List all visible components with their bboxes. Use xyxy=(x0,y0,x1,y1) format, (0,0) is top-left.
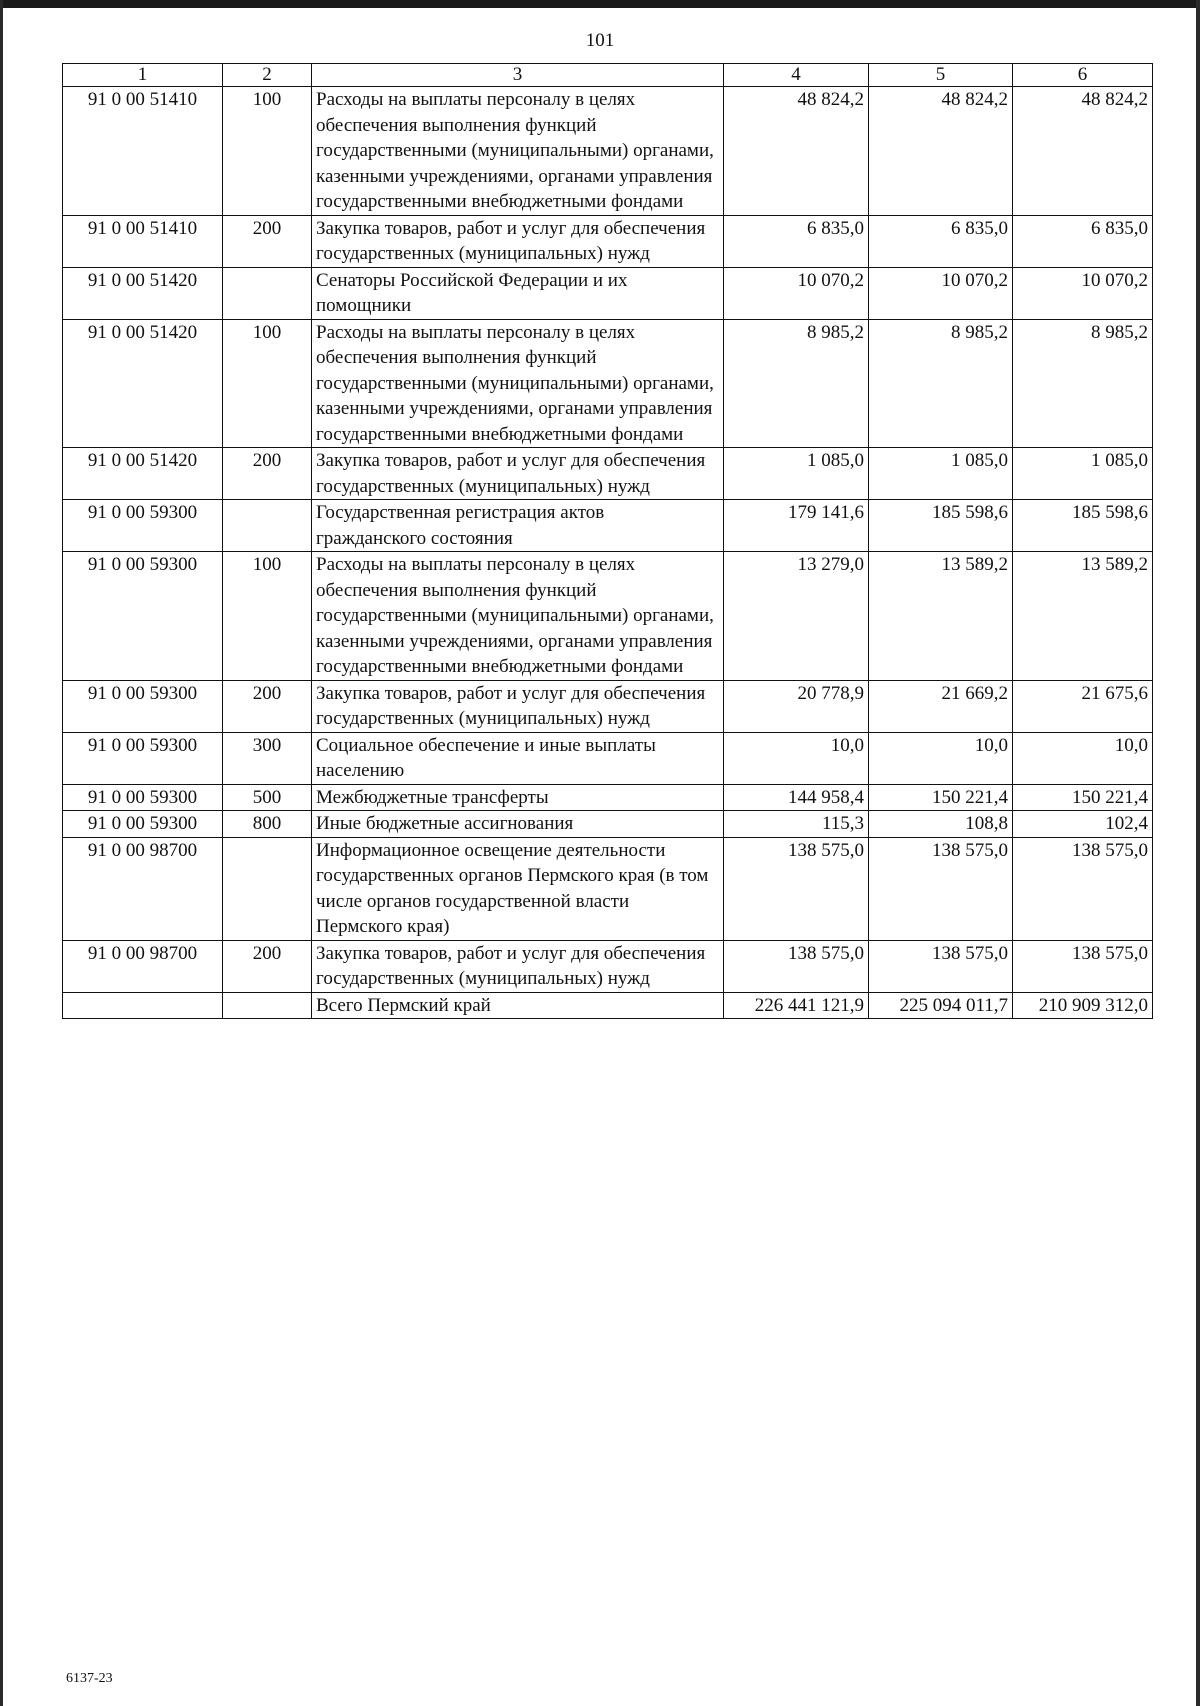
row-value-col4-cell: 115,3 xyxy=(724,811,869,838)
row-code-cell: 91 0 00 51420 xyxy=(63,448,223,500)
row-value-col4-cell: 226 441 121,9 xyxy=(724,992,869,1019)
table-row xyxy=(63,680,1153,732)
row-name-cell: Всего Пермский край xyxy=(312,992,724,1019)
row-name-cell: Расходы на выплаты персоналу в целях обеспечения выполнения функций государственными (муниципальными) органами, казенными учреждениями, органами управления государственными внебюджетными фондами xyxy=(312,552,724,681)
row-value-col5-cell: 10,0 xyxy=(869,732,1013,784)
row-value-col5-cell: 21 669,2 xyxy=(869,680,1013,732)
row-expense-type-cell: 100 xyxy=(223,87,312,216)
row-code-cell: 91 0 00 59300 xyxy=(63,784,223,811)
row-code-cell: 91 0 00 51410 xyxy=(63,87,223,216)
row-value-col5-cell: 185 598,6 xyxy=(869,500,1013,552)
row-value-col5-cell: 225 094 011,7 xyxy=(869,992,1013,1019)
row-value-col6-cell: 8 985,2 xyxy=(1013,319,1153,448)
table-body xyxy=(63,87,1153,1019)
row-value-col6-cell: 10 070,2 xyxy=(1013,267,1153,319)
row-name-cell: Закупка товаров, работ и услуг для обеспечения государственных (муниципальных) нужд xyxy=(312,680,724,732)
row-value-col4-cell: 138 575,0 xyxy=(724,837,869,940)
row-code-cell: 91 0 00 51420 xyxy=(63,267,223,319)
column-header: 3 xyxy=(312,64,724,87)
row-name-cell: Закупка товаров, работ и услуг для обеспечения государственных (муниципальных) нужд xyxy=(312,215,724,267)
row-code-cell: 91 0 00 59300 xyxy=(63,500,223,552)
row-name-cell: Социальное обеспечение и иные выплаты населению xyxy=(312,732,724,784)
column-header: 4 xyxy=(724,64,869,87)
row-code-cell: 91 0 00 51410 xyxy=(63,215,223,267)
row-expense-type-cell xyxy=(223,837,312,940)
row-value-col4-cell: 8 985,2 xyxy=(724,319,869,448)
table-row xyxy=(63,87,1153,216)
row-name-cell: Закупка товаров, работ и услуг для обеспечения государственных (муниципальных) нужд xyxy=(312,448,724,500)
table-row xyxy=(63,784,1153,811)
budget-table xyxy=(62,63,1153,1019)
row-name-cell: Сенаторы Российской Федерации и их помощники xyxy=(312,267,724,319)
scan-edge-top xyxy=(0,0,1200,8)
row-expense-type-cell: 300 xyxy=(223,732,312,784)
row-value-col4-cell: 48 824,2 xyxy=(724,87,869,216)
row-name-cell: Иные бюджетные ассигнования xyxy=(312,811,724,838)
row-value-col6-cell: 185 598,6 xyxy=(1013,500,1153,552)
row-expense-type-cell: 500 xyxy=(223,784,312,811)
row-code-cell xyxy=(63,992,223,1019)
row-code-cell: 91 0 00 59300 xyxy=(63,680,223,732)
row-name-cell: Информационное освещение деятельности государственных органов Пермского края (в том числе органов государственной власти Пермского края) xyxy=(312,837,724,940)
table-row xyxy=(63,448,1153,500)
page-number: 101 xyxy=(585,30,615,51)
row-value-col6-cell: 10,0 xyxy=(1013,732,1153,784)
row-value-col5-cell: 150 221,4 xyxy=(869,784,1013,811)
table-header-row xyxy=(63,64,1153,87)
row-expense-type-cell: 200 xyxy=(223,448,312,500)
row-value-col5-cell: 138 575,0 xyxy=(869,837,1013,940)
row-value-col6-cell: 102,4 xyxy=(1013,811,1153,838)
row-value-col4-cell: 144 958,4 xyxy=(724,784,869,811)
row-value-col5-cell: 48 824,2 xyxy=(869,87,1013,216)
row-code-cell: 91 0 00 51420 xyxy=(63,319,223,448)
row-code-cell: 91 0 00 98700 xyxy=(63,940,223,992)
row-value-col4-cell: 13 279,0 xyxy=(724,552,869,681)
row-expense-type-cell: 100 xyxy=(223,319,312,448)
table-row xyxy=(63,940,1153,992)
row-name-cell: Межбюджетные трансферты xyxy=(312,784,724,811)
row-value-col4-cell: 10 070,2 xyxy=(724,267,869,319)
row-name-cell: Расходы на выплаты персоналу в целях обеспечения выполнения функций государственными (муниципальными) органами, казенными учреждениями, органами управления государственными внебюджетными фондами xyxy=(312,319,724,448)
row-value-col5-cell: 8 985,2 xyxy=(869,319,1013,448)
row-value-col6-cell: 1 085,0 xyxy=(1013,448,1153,500)
row-value-col5-cell: 6 835,0 xyxy=(869,215,1013,267)
row-value-col5-cell: 108,8 xyxy=(869,811,1013,838)
row-name-cell: Расходы на выплаты персоналу в целях обеспечения выполнения функций государственными (муниципальными) органами, казенными учреждениями, органами управления государственными внебюджетными фондами xyxy=(312,87,724,216)
row-expense-type-cell: 100 xyxy=(223,552,312,681)
row-value-col4-cell: 179 141,6 xyxy=(724,500,869,552)
row-value-col4-cell: 10,0 xyxy=(724,732,869,784)
row-name-cell: Закупка товаров, работ и услуг для обеспечения государственных (муниципальных) нужд xyxy=(312,940,724,992)
table-row xyxy=(63,732,1153,784)
row-value-col6-cell: 138 575,0 xyxy=(1013,940,1153,992)
column-header: 2 xyxy=(223,64,312,87)
row-value-col4-cell: 6 835,0 xyxy=(724,215,869,267)
row-code-cell: 91 0 00 59300 xyxy=(63,732,223,784)
row-value-col6-cell: 210 909 312,0 xyxy=(1013,992,1153,1019)
row-value-col4-cell: 138 575,0 xyxy=(724,940,869,992)
column-header: 1 xyxy=(63,64,223,87)
row-code-cell: 91 0 00 98700 xyxy=(63,837,223,940)
row-expense-type-cell: 200 xyxy=(223,680,312,732)
row-expense-type-cell: 200 xyxy=(223,215,312,267)
row-value-col5-cell: 138 575,0 xyxy=(869,940,1013,992)
row-expense-type-cell xyxy=(223,267,312,319)
row-code-cell: 91 0 00 59300 xyxy=(63,552,223,681)
row-value-col6-cell: 13 589,2 xyxy=(1013,552,1153,681)
row-value-col5-cell: 10 070,2 xyxy=(869,267,1013,319)
table-row xyxy=(63,552,1153,681)
table-row xyxy=(63,837,1153,940)
table-row xyxy=(63,811,1153,838)
row-expense-type-cell: 800 xyxy=(223,811,312,838)
row-expense-type-cell xyxy=(223,500,312,552)
row-name-cell: Государственная регистрация актов гражданского состояния xyxy=(312,500,724,552)
row-value-col4-cell: 20 778,9 xyxy=(724,680,869,732)
row-expense-type-cell xyxy=(223,992,312,1019)
table-row xyxy=(63,319,1153,448)
row-value-col5-cell: 13 589,2 xyxy=(869,552,1013,681)
table-row xyxy=(63,215,1153,267)
scan-edge-right xyxy=(1196,0,1200,1706)
row-value-col6-cell: 6 835,0 xyxy=(1013,215,1153,267)
row-value-col6-cell: 48 824,2 xyxy=(1013,87,1153,216)
table-row xyxy=(63,267,1153,319)
column-header: 5 xyxy=(869,64,1013,87)
table-row xyxy=(63,992,1153,1019)
row-value-col6-cell: 138 575,0 xyxy=(1013,837,1153,940)
row-value-col4-cell: 1 085,0 xyxy=(724,448,869,500)
row-value-col6-cell: 21 675,6 xyxy=(1013,680,1153,732)
column-header: 6 xyxy=(1013,64,1153,87)
table-row xyxy=(63,500,1153,552)
row-value-col6-cell: 150 221,4 xyxy=(1013,784,1153,811)
row-expense-type-cell: 200 xyxy=(223,940,312,992)
document-id: 6137-23 xyxy=(66,1671,113,1686)
row-code-cell: 91 0 00 59300 xyxy=(63,811,223,838)
row-value-col5-cell: 1 085,0 xyxy=(869,448,1013,500)
scan-edge-left xyxy=(0,0,3,1706)
